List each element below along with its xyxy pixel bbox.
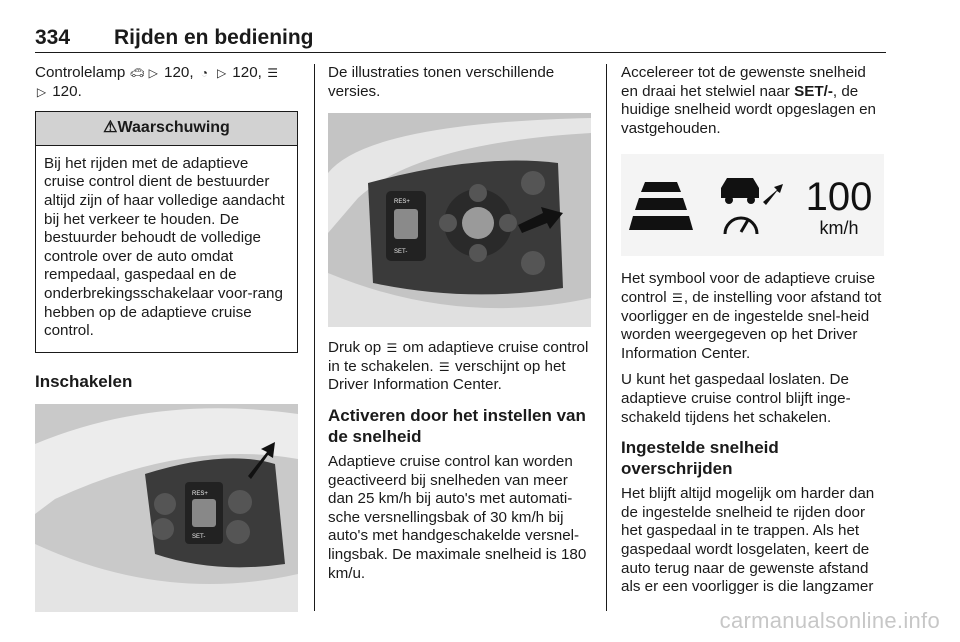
distance-bars-icon — [629, 182, 693, 230]
set-speed-value: 100 — [805, 175, 873, 220]
res-label: RES+ — [394, 199, 410, 206]
steering-wheel-illustration-right — [328, 113, 591, 327]
set-label: SET- — [192, 533, 206, 540]
intro-paragraph: Controlelamp 🚗︎ ▷ 120, ◔ ▷ 120, ☰ ▷ 120. — [35, 64, 278, 100]
cruise-control-icon: ◔ — [200, 66, 208, 80]
section-heading-inschakelen: Inschakelen — [35, 371, 133, 391]
arrow-reference-icon: ▷ — [36, 84, 47, 99]
column-divider-1 — [314, 64, 315, 611]
warning-text: Bij het rijden met de adaptieve cruise control dient de bestuurder altijd zijn of haar volledige aandacht bij het verkeer te houden. De bestuurder behoudt de volledige controle over de auto omdat rempedaal, gaspedaal en de onderbrekingsschakelaar voor-rang hebben op de adaptieve cruise control. — [44, 154, 285, 340]
adaptive-cruise-icon: ☰ — [267, 66, 278, 80]
speed-unit: km/h — [819, 218, 859, 239]
activation-paragraph: Adaptieve cruise control kan worden geactiveerd bij snelheden van meer dan 25 km/h bij auto's met automati-sche versnellingsbak of 30 km/h bij auto's met handgeschakelde versnel-lingsbak. De maximale snelheid is 180 km/u. — [328, 452, 587, 582]
column-3 — [621, 64, 886, 605]
override-paragraph: Het blijft altijd mogelijk om harder dan de ingestelde snelheid te rijden door het gaspedaal in te trappen. Als het gaspedaal wordt losgelaten, keert de auto terug naar de gewenste afstand als er een voorligger is die langzamer — [621, 485, 875, 596]
set-label: SET- — [394, 249, 408, 256]
symbol-paragraph: Het symbool voor de adaptieve cruise control ☰, de instelling voor afstand tot voorligger en de ingestelde snel-heid worden weergegeven op het Driver Information Center. — [621, 270, 882, 362]
res-label: RES+ — [192, 490, 208, 497]
section-heading-activeren: Activeren door het instellen van de snelheid — [328, 405, 586, 446]
arrow-reference-icon: ▷ — [148, 66, 158, 80]
arrow-reference-icon: ▷ — [216, 66, 227, 80]
car-icon: 🚗︎ — [129, 66, 145, 80]
press-instruction: Druk op ☰ om adaptieve cruise control in te schakelen. ☰ verschijnt op het Driver Information Center. — [328, 339, 589, 394]
accelerate-paragraph: Accelereer tot de gewenste snelheid en draai het stelwiel naar SET/-, de huidige snelheid wordt opgeslagen en vastgehouden. — [621, 64, 877, 137]
section-heading-overschrijden: Ingestelde snelheid overschrijden — [621, 438, 779, 479]
release-paragraph: U kunt het gaspedaal loslaten. De adaptieve cruise control blijft inge-schakeld tijdens het schakelen. — [621, 371, 851, 426]
warning-triangle-icon: ⚠ — [103, 119, 118, 137]
set-minus-label: SET/- — [794, 82, 833, 100]
warning-header — [36, 112, 297, 146]
header-rule — [35, 52, 886, 53]
column-1 — [35, 64, 298, 612]
page-title: Rijden en bediening — [114, 26, 314, 49]
watermark: carmanualsonline.info — [719, 608, 940, 633]
warning-box — [35, 111, 298, 353]
adaptive-cruise-icon: ☰ — [386, 341, 398, 356]
warning-title: Waarschuwing — [117, 119, 230, 137]
adaptive-cruise-icon: ☰ — [671, 290, 683, 305]
column-divider-2 — [606, 64, 607, 611]
adaptive-cruise-icon: ☰ — [438, 359, 450, 374]
driver-information-display — [621, 154, 884, 256]
adaptive-cruise-display-icon — [721, 178, 783, 234]
illustration-note: De illustraties tonen verschillende versies. — [328, 64, 555, 100]
steering-wheel-illustration-left — [35, 404, 298, 612]
column-2 — [328, 64, 591, 591]
page-number: 334 — [35, 26, 71, 49]
